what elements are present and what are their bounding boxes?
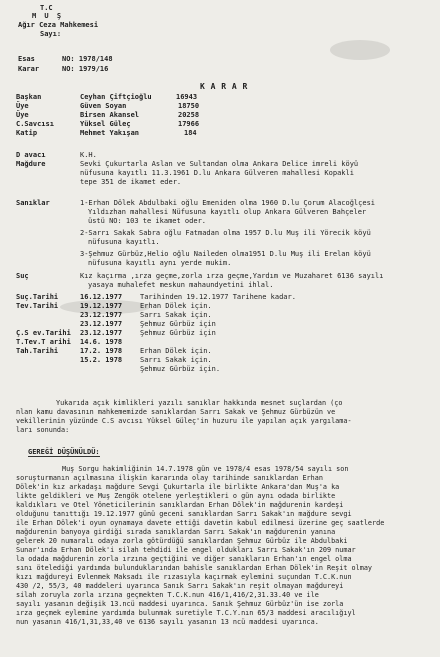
- header-sayi: Sayı:: [40, 30, 62, 38]
- court-role: Üye: [16, 111, 29, 119]
- court-role: Başkan: [16, 93, 42, 101]
- date-text: Erhan Dölek için.: [140, 302, 212, 310]
- davaci-value: K.H.: [80, 151, 97, 159]
- intro-line: ları sonunda:: [16, 426, 70, 434]
- date-label: Tah.Tarihi: [16, 347, 59, 355]
- date-text: Sarrı Sakak için.: [140, 311, 212, 319]
- court-name: Birsen Akansel: [80, 111, 140, 119]
- header-tc: T.C: [40, 4, 53, 12]
- court-reg: 17966: [178, 120, 200, 128]
- body-line: sını ötelediği yardımda bulunduklarından bahisle sanıklardan Erhan Dölek'in Reşit olmay: [16, 564, 373, 572]
- sanik-line: nüfusuna kayıtlı.: [88, 238, 160, 246]
- date-value: 23.12.1977: [80, 320, 123, 328]
- esas-label: Esas: [18, 55, 35, 63]
- court-name: Mehmet Yakışan: [80, 129, 140, 137]
- court-name: Yüksel Güleç: [80, 120, 131, 128]
- date-text: Tarihinden 19.12.1977 Tarihene kadar.: [140, 293, 296, 301]
- magdure-line: tepe 351 de ikamet eder.: [80, 178, 182, 186]
- body-line: nun yasanın 416/1,31,33,40 ve 6136 sayılı yasanın 13 ncü maddesi uyarınca.: [16, 618, 319, 626]
- suc-line: Kız kaçırma ,ırza geçme,zorla ırza geçme,Yardım ve Muzaharet 6136 sayılı: [80, 272, 384, 280]
- suc-label: Suç: [16, 272, 29, 280]
- magdure-label: Mağdure: [16, 160, 46, 168]
- body-line: mağdurenin banyoya girdiği sırada sanıklardan Sarrı Sakak'ın mağdurenin yanına: [16, 528, 336, 536]
- sanik-line: 3-Şehmuz Gürbüz,Helio oğlu Naileden olma1951 D.lu Muş ili Erelan köyü: [80, 250, 371, 258]
- court-role: Üye: [16, 102, 29, 110]
- sanik-line: üstü NO: 103 te ikamet oder.: [88, 217, 207, 225]
- body-line: 430 /2, 55/3, 40 maddeleri uyarınca Sanık Sarrı Sakak'ın reşit olmayan mağdureyi: [16, 582, 344, 590]
- intro-line: vekillerinin yüzünde C.S avcısı Yüksel Güleç'in huzuru ile yapılan açık yargılama-: [16, 417, 352, 425]
- body-line: gelerek 20 numaralı odaya zorla götürdüğü sanıklardan Şehmuz Gürbüz ile Abdulbaki: [16, 537, 348, 545]
- body-line: olduğunu tanıttığı 19.12.1977 günü geceni sanıklardan Sarrı Sakak'ın mağdure sevgi: [16, 510, 352, 518]
- intro-line: Yukarıda açık kimlikleri yazılı sanıklar hakkında mesnet suçlardan (ço: [56, 399, 343, 407]
- body-line: Muş Sorgu hakimliğinin 14.7.1978 gün ve 1978/4 esas 1978/54 sayılı son: [62, 465, 349, 473]
- date-value: 23.12.1977: [80, 329, 123, 337]
- suc-line: yasaya muhalefet meskun mahaundyetini ihlal.: [88, 281, 274, 289]
- date-label: Suç.Tarihi: [16, 293, 59, 301]
- date-label: Tev.Tarihi: [16, 302, 59, 310]
- sanik-line: Yıldızhan mahallesi Nüfusuna kayıtlı olup Ankara Gülveren Bahçeler: [88, 208, 367, 216]
- court-role: C.Savcısı: [16, 120, 54, 128]
- date-text: Şehmuz Gürbüz için.: [140, 365, 221, 373]
- body-line: ile Erhan Dölek'i oyun oynamaya davete ettiği davetin kabul edilmesi üzerine geç saatlerde: [16, 519, 385, 527]
- body-line: Dölek'in kız arkadaşı mağdure Sevgi Çukurtarla ile birlikte Ankara'dan Muş'a ka: [16, 483, 340, 491]
- body-line: sayılı yasanın değişik 13.ncü maddesi uyarınca. Sanık Şehmuz Gürbüz'ün ise zorla: [16, 600, 344, 608]
- court-role: Katip: [16, 129, 38, 137]
- date-text: Sarrı Sakak için.: [140, 356, 212, 364]
- body-line: kaldıkları ve Otel Yöneticilerinin sanıklardan Erhan Dölek'in mağdurenin kardeşi: [16, 501, 344, 509]
- date-value: 14.6. 1978: [80, 338, 123, 346]
- date-value: 23.12.1977: [80, 311, 123, 319]
- date-value: 19.12.1977: [80, 302, 123, 310]
- document-title: K A R A R: [200, 82, 248, 91]
- intro-line: nlan kamu davasının mahkememizde sanıklardan Sarrı Sakak ve Şehmuz Gürbüzün ve: [16, 408, 336, 416]
- date-label: T.Tev.T arihi: [16, 338, 71, 346]
- court-reg: 20258: [178, 111, 200, 119]
- date-text: Erhan Dölek için.: [140, 347, 212, 355]
- body-line: ırza geçmek eylemine yardımda bulunmak suretiyle T.C.Y.nın 65/3 maddesi aracılığıyl: [16, 609, 356, 617]
- body-line: likte geldikleri ve Muş Zengök otelene yerleştikleri o gün aynı odada birlikte: [16, 492, 336, 500]
- sanik-line: 2-Sarrı Sakak Sabra oğlu Fatmadan olma 1957 D.lu Muş ili Yörecik köyü: [80, 229, 371, 237]
- court-name: Ceyhan Çiftçioğlu: [80, 93, 152, 101]
- date-value: 17.2. 1978: [80, 347, 123, 355]
- esas-value: NO: 1978/148: [62, 55, 113, 63]
- body-line: silah zoruyla zorla ırzına geçmekten T.C.K.nun 416/1,416/2,31.33.40 ve ile: [16, 591, 319, 599]
- court-name: Güven Soyan: [80, 102, 127, 110]
- body-line: soruşturmanın açılmasına ilişkin kararında olay tarihinde sanıklardan Erhan: [16, 474, 323, 482]
- sanik-label: Sanıklar: [16, 199, 50, 207]
- date-text: Şehmuz Gürbüz için: [140, 329, 216, 337]
- header-city: M U Ş: [32, 12, 64, 20]
- date-value: 16.12.1977: [80, 293, 123, 301]
- court-reg: 18750: [178, 102, 200, 110]
- body-line: la odada mağdurenin zorla ırzına geçtiğini ve diğer sanıkların Erhan'ın engel olma: [16, 555, 352, 563]
- section-title: GEREĞİ DÜŞÜNÜLDÜ:: [28, 448, 100, 456]
- date-label: Ç.S ev.Tarihi: [16, 329, 71, 337]
- body-line: Sunar'ında Erhan Dölek'i silah tehdidi ile engel oldukları Sarrı Sakak'ın 209 numar: [16, 546, 356, 554]
- date-text: Şehmuz Gürbüz için: [140, 320, 216, 328]
- karar-label: Karar: [18, 65, 40, 73]
- court-reg: 184: [184, 129, 197, 137]
- sanik-line: nüfusuna kayıtlı aynı yerde mukim.: [88, 259, 232, 267]
- court-reg: 16943: [176, 93, 198, 101]
- davaci-label: D avacı: [16, 151, 46, 159]
- scan-smudge: [330, 40, 390, 60]
- magdure-line: nüfusuna kayıtlı 11.3.1961 D.lu Ankara Gülveren mahallesi Kopakli: [80, 169, 354, 177]
- magdure-line: Sevki Çukurtarla Aslan ve Sultandan olma Ankara Delice imreli köyü: [80, 160, 359, 168]
- sanik-line: 1-Erhan Dölek Abdulbaki oğlu Emeniden olma 1960 D.lu Çorum Alacoğlçesi: [80, 199, 376, 207]
- date-value: 15.2. 1978: [80, 356, 123, 364]
- header-court: Ağır Ceza Mahkemesi: [18, 21, 99, 29]
- body-line: kızı mağdureyi Evlenmek Maksadı ile rızasıyla kaçırmak eylemini suçundan T.C.K.nun: [16, 573, 352, 581]
- karar-value: NO: 1979/16: [62, 65, 109, 73]
